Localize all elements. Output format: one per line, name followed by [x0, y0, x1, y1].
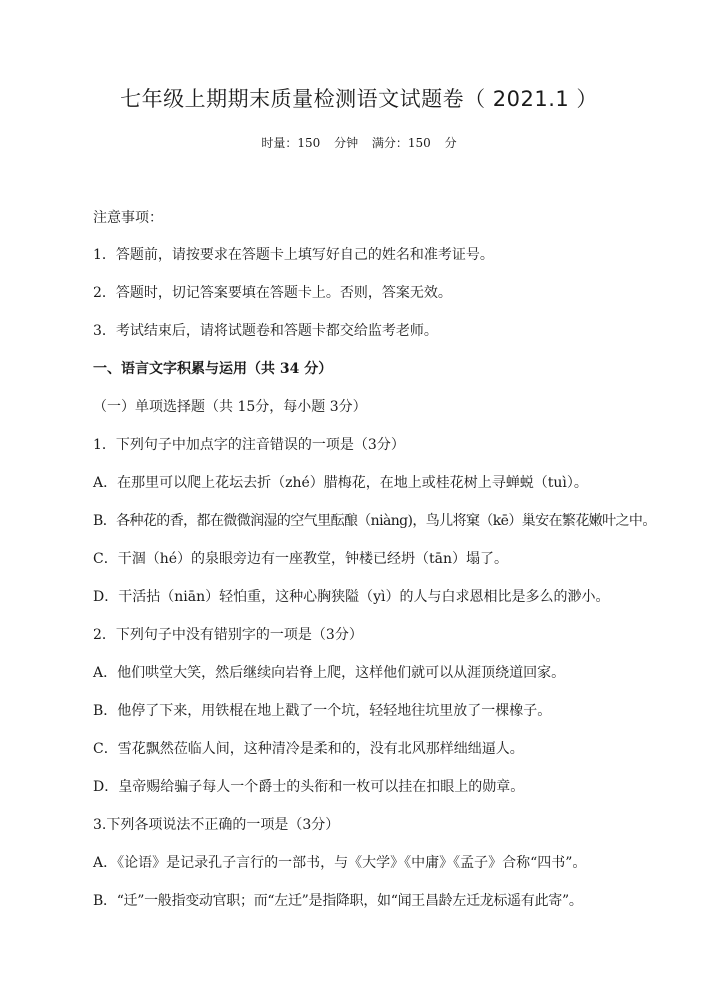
- notice-heading: 注意事项：: [93, 210, 163, 226]
- question-2-option-b: B．他停了下来，用铁棍在地上戳了一个坑，轻轻地往坑里放了一棵橡子。: [93, 703, 552, 719]
- question-2-option-c: C．雪花飘然莅临人间，这种清冷是柔和的，没有北风那样绌绌逼人。: [93, 741, 524, 757]
- question-2-option-a: A．他们哄堂大笑，然后继续向岩脊上爬，这样他们就可以从涯顶绕道回家。: [93, 665, 566, 681]
- subsection-heading: （一）单项选择题（共 15分，每小题 3分）: [93, 399, 367, 415]
- question-3-option-b: B．“迁”一般指变动官职；而“左迁”是指降职，如“闻王昌龄左迁龙标遥有此寄”。: [93, 893, 583, 909]
- question-2-option-d: D．皇帝赐给骗子每人一个爵士的头衔和一枚可以挂在扣眼上的勋章。: [93, 779, 525, 795]
- question-1-option-a: A．在那里可以爬上花坛去折（zhé）腊梅花，在地上或桂花树上寻蝉蜕（tuì）。: [93, 475, 588, 491]
- notice-item-2: 2．答题时，切记答案要填在答题卡上。否则，答案无效。: [93, 285, 452, 301]
- question-1-option-d: D．干活拈（niān）轻怕重，这种心胸狭隘（yì）的人与白求恩相比是多么的渺小。: [93, 589, 610, 605]
- question-1-option-b: B．各种花的香，都在微微润湿的空气里酝酿（niàng)，鸟儿将窠（kē）巢安在繁花嫩叶之中。: [93, 513, 656, 529]
- notice-item-3: 3．考试结束后，请将试题卷和答题卡都交给监考老师。: [93, 323, 438, 339]
- notice-item-1: 1．答题前，请按要求在答题卡上填写好自己的姓名和准考证号。: [93, 247, 494, 263]
- section-heading: 一、语言文字积累与运用（共 34 分）: [93, 361, 333, 377]
- question-1-option-c: C．干涸（hé）的泉眼旁边有一座教堂，钟楼已经坍（tān）塌了。: [93, 551, 509, 567]
- exam-info: 时量：150 分钟 满分：150 分: [261, 136, 457, 150]
- question-3-option-a: A．《论语》是记录孔子言行的一部书，与《大学》《中庸》《孟子》合称“四书”。: [93, 855, 587, 871]
- question-3: 3.下列各项说法不正确的一项是（3分）: [93, 817, 340, 833]
- page-title: 七年级上期期末质量检测语文试题卷（ 2021.1 ）: [120, 87, 598, 111]
- question-2: 2．下列句子中没有错别字的一项是（3分）: [93, 627, 363, 643]
- question-1: 1．下列句子中加点字的注音错误的一项是（3分）: [93, 437, 405, 453]
